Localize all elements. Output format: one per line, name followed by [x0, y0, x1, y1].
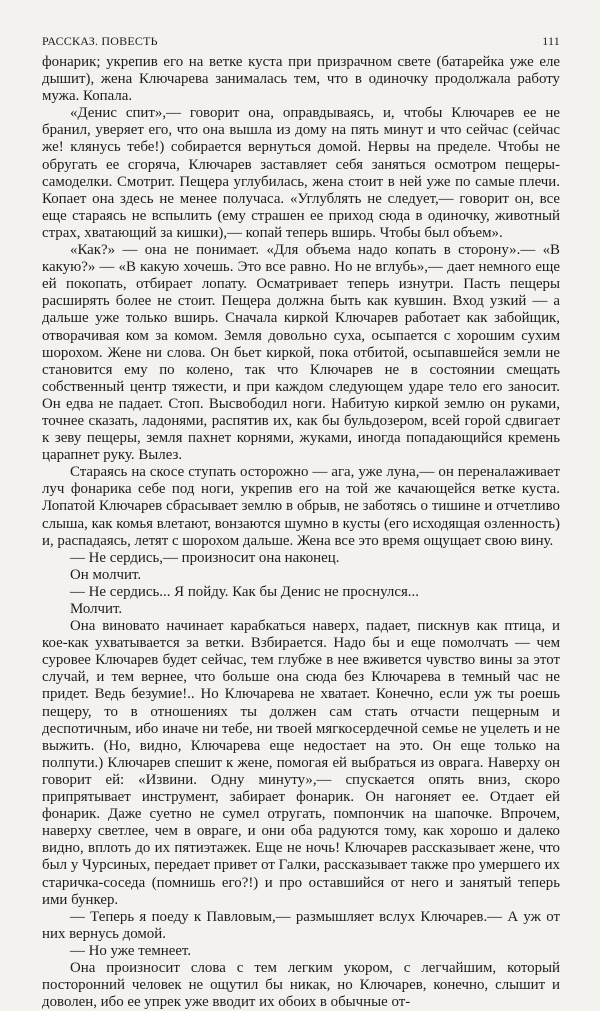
dialogue-line: — Теперь я поеду к Павловым,— размышляет вслух Ключарев.— А уж от них вернусь домой.	[42, 908, 560, 942]
dialogue-line: — Не сердись... Я пойду. Как бы Денис не проснулся...	[70, 583, 419, 600]
dialogue-line: Молчит.	[70, 601, 123, 617]
section-title: РАССКАЗ. ПОВЕСТЬ	[42, 34, 158, 48]
paragraph: Она произносит слова с тем легким укором, с легчайшим, который посторонний человек не ощутил бы никак, но Ключарев, конечно, слышит и доволен, ибо ее упрек уже вводит их обоих в обычные от-	[42, 959, 560, 1011]
dialogue-line: Он молчит.	[70, 566, 142, 583]
paragraph: Стараясь на скосе ступать осторожно — ага, уже луна,— он переналаживает луч фонарика себе под ноги, укрепив его на той же качающейся ветке куста. Лопатой Ключарев сбрасывает землю в обрыв, не заботясь о тишине и отчетливо слыша, как комья влетают, вонзаются шумно в кусты (его исходящая озленность) и, распадаясь, летят с шорохом дальше. Жена все это время ощущает свою вину.	[42, 464, 560, 549]
paragraph: «Денис спит»,— говорит она, оправдываясь, и, чтобы Ключарев ее не бранил, уверяет его, что она вышла из дому на пять минут и что сейчас (сейчас же! клянусь тебе!) собирается вернуться домой. Нервы на пределе. Чтобы не обругать ее сгоряча, Ключарев заставляет себя заняться осмотром пещеры-самоделки. Смотрит. Пещера углубилась, жена стоит в ней уже по самые плечи. Копает она здесь не менее получаса. «Углублять не следует,— говорит он, все еще стараясь не вспылить (ему страшен ее приход сюда в одиночку, животный страх, хватающий за кишки),— копай теперь вширь. Чтобы был объем».	[42, 105, 560, 241]
text-body	[42, 54, 560, 1011]
dialogue-line: — Но уже темнеет.	[70, 942, 192, 959]
page-number: 111	[542, 34, 560, 48]
paragraph: Она виновато начинает карабкаться наверх, падает, пискнув как птица, и кое-как ухватывается за ветки. Взбирается. Надо бы и еще помолчать — чем суровее Ключарев будет сейчас, тем глубже в нее вживется чувство вины за этот случай, и тем вернее, что больше она сюда без Ключарева в темный час не придет. Ведь безумие!.. Но Ключарева не хватает. Конечно, если уж ты роешь пещеру, то в отношениях ты должен сам стать отчасти пещерным и деспотичным, ибо иначе ни тебе, ни твоей мягкосердечной семье не уцелеть и не выжить. (Но, видно, Ключарева еще недостает на это. Он еще только на полпути.) Ключарев спешит к жене, помогая ей выбраться из оврага. Наверху он говорит ей: «Извини. Одну минуту»,— спускается опять вниз, скоро припрятывает инструмент, забирает фонарик. Он нагоняет ее. Отдает ей фонарик. Даже суетно не сумел отругать, помпончик на шапочке. Впрочем, наверху светлее, чем в овраге, и они оба радуются тому, как хорошо и далеко видно, вплоть до их пятиэтажек. Еще не ночь! Ключарев рассказывает жене, что был у Чурсиных, передает привет от Галки, рассказывает также про умершего их старичка-соседа (помнишь его?!) и про оставшийся от него и занятый теперь ими бункер.	[42, 618, 560, 908]
paragraph: фонарик; укрепив его на ветке куста при призрачном свете (батарейка уже еле дышит), жена Ключарева занималась тем, что в одиночку продолжала работу мужа. Копала.	[42, 54, 560, 105]
dialogue-line: — Не сердись,— произносит она наконец.	[70, 549, 340, 566]
paragraph: «Как?» — она не понимает. «Для объема надо копать в сторону».— «В какую?» — «В какую хочешь. Это все равно. Но не вглубь»,— дает немного еще ей покопать, отбирает лопату. Осматривает теперь изнутри. Пасть пещеры расширять более не стоит. Пещера должна быть как кувшин. Вход узкий — а дальше уже только вширь. Сначала киркой Ключарев работает как забойщик, отворачивая ком за комом. Земля довольно суха, осыпается с хорошим сухим шорохом. Жене ни слова. Он бьет киркой, пока отбитой, осыпавшейся земли не становится ему по колено, так что Ключарев не в состоянии смещать собственный центр тяжести, и при каждом следующем ударе тело его заносит. Он едва не падает. Стоп. Высвободил ноги. Набитую киркой землю он руками, точнее сказать, ладонями, распятив их, как бы бульдозером, всей горой сдвигает к зеву пещеры, земля пахнет корнями, жуками, иногда попадающийся кремень царапнет руку. Вылез.	[42, 242, 560, 464]
